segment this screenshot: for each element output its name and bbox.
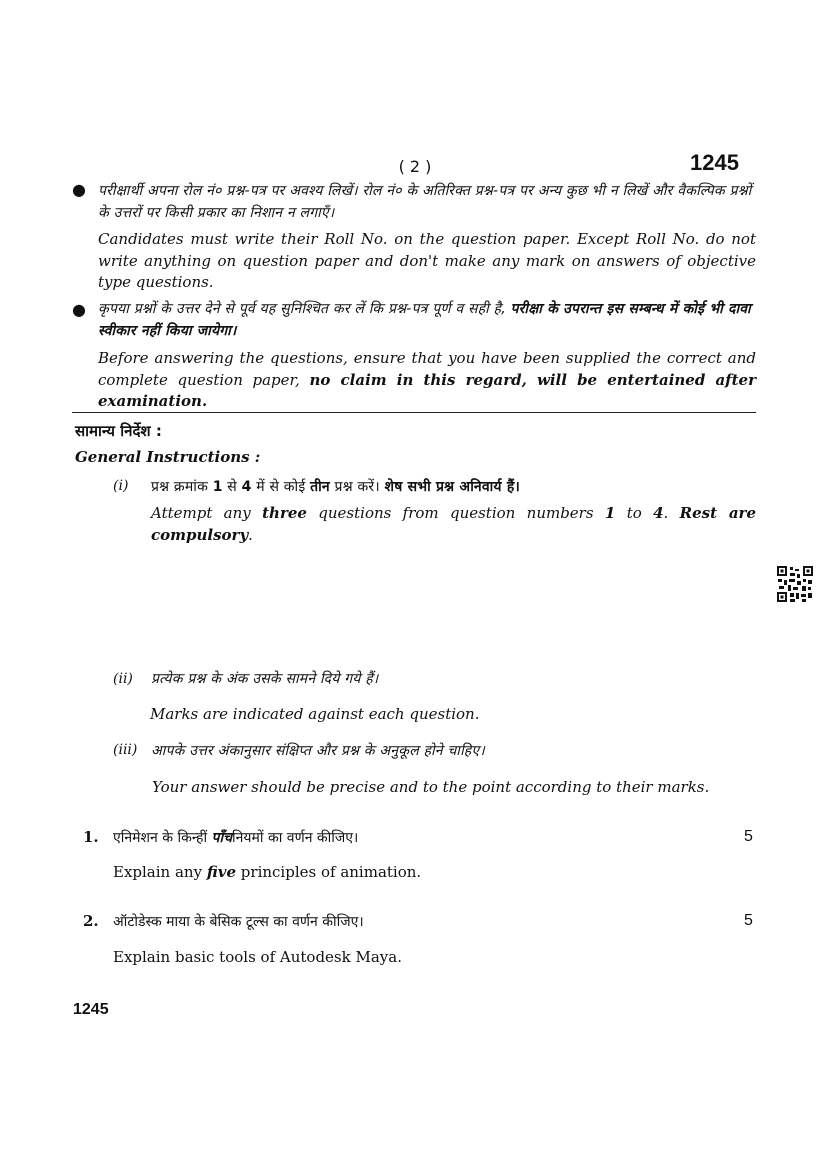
instruction-1-number: (i) — [113, 478, 129, 494]
instruction-2-english: Marks are indicated against each question. — [150, 705, 480, 723]
qr-code-icon — [776, 565, 814, 603]
note-2-hindi-bold: परीक्षा के उपरान्त इस सम्बन्ध में कोई भी दावा स्वीकार नहीं किया जायेगा। — [98, 301, 751, 339]
instruction-2-hindi: प्रत्येक प्रश्न के अंक उसके सामने दिये गये हैं। — [151, 671, 379, 687]
note-2-english-bold: no claim in this regard, will be entertained after examination. — [98, 370, 756, 410]
paper-code: 1245 — [690, 150, 739, 175]
note-2-english: Before answering the questions, ensure that you have been supplied the correct and complete question paper, no claim in this regard, will be entertained after examination. — [98, 349, 756, 410]
page-number: ( 2 ) — [398, 157, 432, 176]
bullet-icon: ● — [72, 300, 86, 319]
question-1-number: 1. — [83, 828, 99, 846]
note-1-hindi: परीक्षार्थी अपना रोल नं० प्रश्न-पत्र पर अवश्य लिखें। रोल नं० के अतिरिक्त प्रश्न-पत्र पर अन्य कुछ भी न लिखें और वैकल्पिक प्रश्नों के उत्तरों पर किसी प्रकार का निशान न लगाएँ। — [98, 183, 752, 221]
question-2-number: 2. — [83, 912, 99, 930]
question-2-english: Explain basic tools of Autodesk Maya. — [113, 948, 402, 966]
instruction-3-english: Your answer should be precise and to the point according to their marks. — [152, 778, 710, 796]
instruction-3-hindi: आपके उत्तर अंकानुसार संक्षिप्त और प्रश्न के अनुकूल होने चाहिए। — [151, 743, 485, 759]
question-1-hindi: एनिमेशन के किन्हीं पाँचनियमों का वर्णन कीजिए। — [113, 830, 359, 846]
general-heading-hindi: सामान्य निर्देश : — [75, 422, 162, 440]
question-2-marks: 5 — [744, 912, 753, 929]
instruction-1-english: Attempt any three questions from question numbers 1 to 4. Rest are compulsory. — [151, 504, 756, 544]
general-heading-english: General Instructions : — [75, 448, 261, 466]
note-1-english: Candidates must write their Roll No. on the question paper. Except Roll No. do not write anything on question paper and don't make any mark on answers of objective type questions. — [98, 230, 756, 291]
question-2-hindi: ऑटोडेस्क माया के बेसिक टूल्स का वर्णन कीजिए। — [113, 914, 364, 930]
bullet-icon: ● — [72, 180, 86, 199]
divider — [72, 412, 756, 413]
instruction-3-number: (iii) — [113, 742, 138, 758]
question-1-marks: 5 — [744, 828, 753, 845]
instruction-1-hindi: प्रश्न क्रमांक 1 से 4 में से कोई तीन प्रश्न करें। शेष सभी प्रश्न अनिवार्य हैं। — [151, 479, 520, 495]
footer-paper-code: 1245 — [73, 1001, 109, 1018]
question-1-english: Explain any five principles of animation. — [113, 863, 422, 881]
instruction-2-number: (ii) — [113, 671, 133, 687]
note-2-hindi: कृपया प्रश्नों के उत्तर देने से पूर्व यह सुनिश्चित कर लें कि प्रश्न-पत्र पूर्ण व सही है, परीक्षा के उपरान्त इस सम्बन्ध में कोई भी दावा स्वीकार नहीं किया जायेगा। — [98, 301, 751, 339]
